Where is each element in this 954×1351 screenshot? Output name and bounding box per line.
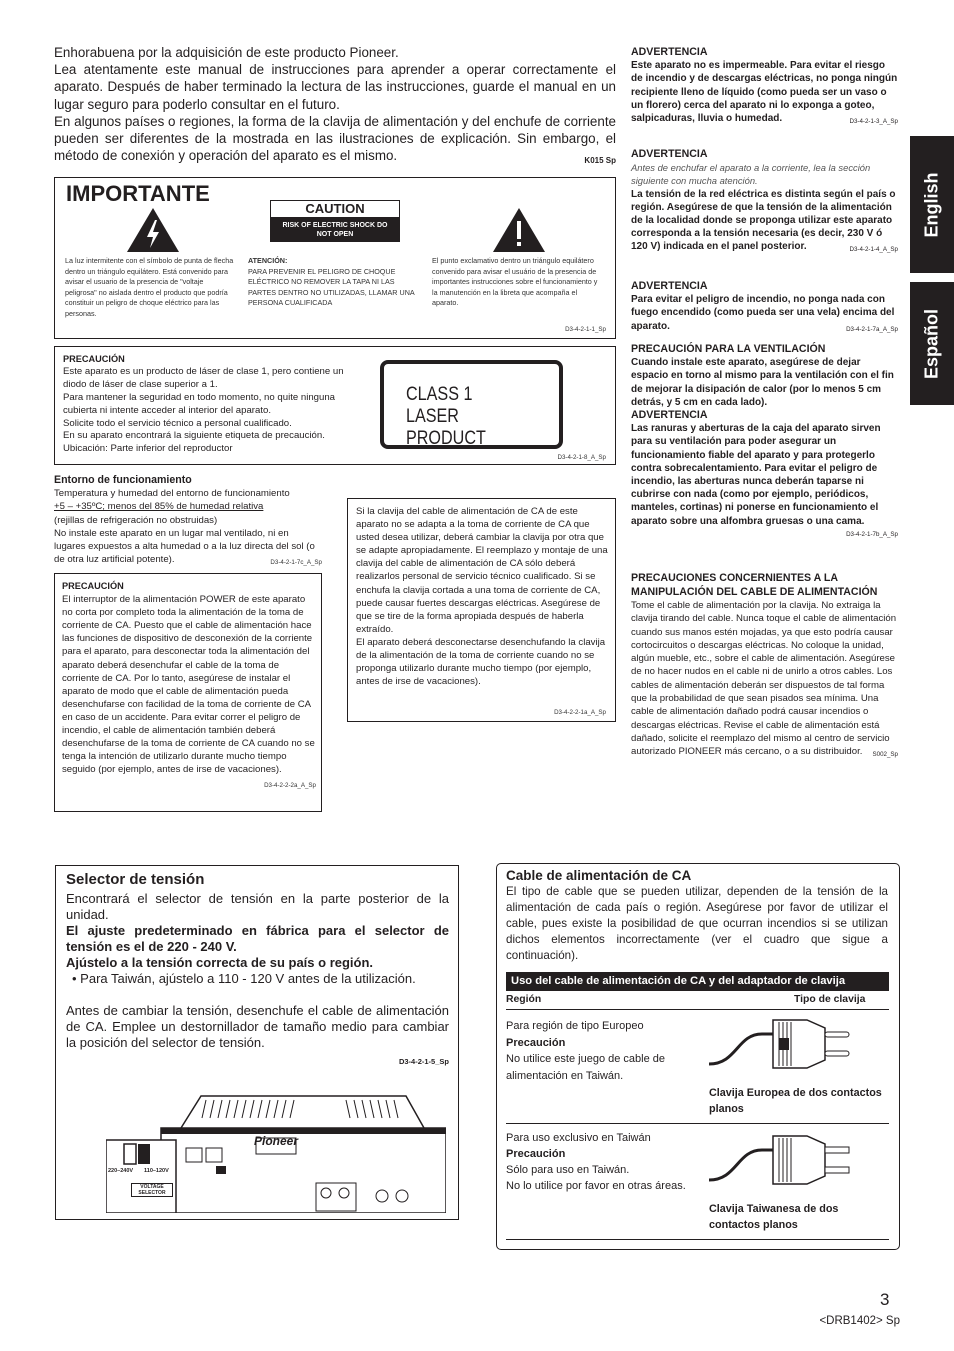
col-tipo: Tipo de clavija	[794, 994, 866, 1005]
advertencia-4-text: Las ranuras y aberturas de la caja del aparato sirven para su ventilación para poder asegurar un funcionamiento fiable del aparato y para protegerlo contra sobrecalentamiento. Para evitar el peligro de incendio, las aberturas nunca deberán taparse ni cubrirse con nada (como por ejemplo, periódicos, manteles, cortinas) ni ponerse en funcionamiento el aparato sobre una alfombra gruesas o una cama.	[631, 423, 881, 527]
row1-plug: Clavija Europea de dos contactos planos	[709, 1087, 882, 1115]
entorno-code: D3-4-2-1-7c_A_Sp	[270, 559, 322, 567]
precauciones-cable-head: PRECAUCIONES CONCERNIENTES A LA MANIPULACIÓN DEL CABLE DE ALIMENTACIÓN	[631, 572, 878, 598]
precaucion-power-text: El interruptor de la alimentación POWER de este aparato no corta por completo toda la alimentación de la toma de corriente de CA. Puesto que el cable de alimentación hace las funciones de dispositivo de desconexión de la corriente para el aparato, para desconectar toda la alimentación del aparato deberá desenchufar el cable de la toma de corriente de CA. Por lo tanto, asegúrese de instalar el aparato de modo que el cable de alimentación pueda desenchufarse con facilidad de la toma de corriente de CA en caso de un accidente. Para evitar correr el peligro de incendio, el cable de alimentación también deberá desenchufarse de la toma de corriente de CA cuando no se tenga la intención de utilizarlo durante mucho tiempo seguido (por ejemplo, antes de irse de vacaciones).	[62, 594, 315, 776]
row2-head: Precaución	[506, 1148, 566, 1160]
cable-title: Cable de alimentación de CA	[506, 868, 692, 883]
clavija-text: Si la clavija del cable de alimentación de CA de este aparato no se adapta a la toma de corriente de CA que usted desea utilizar, deberá cambiar la clavija por otra que se adapte apropiadamente. El reemplazo y montaje de una clavija del cable de alimentación de CA sólo deberá realizarlos personal de servicio técnico cualificado. Si se enchufa la clavija cortada a una toma de corriente de CA, puede causar fuertes descargas eléctricas. Asegúrese de que se tire de la forma apropiada después de haberla extraído. El aparato deberá desconectarse desenchufando la clavija de la alimentación de la toma de corriente cuando no se proponga utilizarlo durante mucho tiempo (por ejemplo, antes de irse de vacaciones).	[356, 506, 608, 688]
entorno-line2: +5 – +35ºC; menos del 85% de humedad relativa	[54, 501, 264, 513]
advertencia-2	[631, 148, 898, 257]
importante-title: IMPORTANTE	[66, 181, 210, 206]
col-region: Región	[506, 994, 542, 1005]
advertencia-2-italic: Antes de enchufar el aparato a la corriente, lea la sección siguiente con mucha atención.	[631, 162, 871, 187]
label-line1: CLASS 1	[406, 384, 473, 405]
advertencia-1	[631, 46, 898, 128]
laser-text-block	[63, 353, 358, 456]
advertencia-4-code: D3-4-2-1-7b_A_Sp	[846, 530, 898, 538]
row2-text: Sólo para uso en Taiwán. No lo utilice por favor en otras áreas.	[506, 1164, 686, 1192]
precauciones-cable-code: S002_Sp	[872, 751, 898, 759]
row2-region: Para uso exclusivo en Taiwán	[506, 1132, 651, 1144]
row1-head: Precaución	[506, 1036, 566, 1049]
cable-box	[496, 863, 900, 1250]
entorno-head: Entorno de funcionamiento	[54, 474, 192, 486]
cable-text: El tipo de cable que se pueden utilizar, dependen de la tensión de la alimentación de cada país o región. Asegúrese por favor de utilizar el cable, pues existe la posibilidad de que ocurran incendios si se utilizan dichos elementos incorrectamente (ver el cuadro que sigue a continuación).	[506, 885, 888, 962]
european-plug-icon	[707, 1014, 857, 1074]
advertencia-3-head: ADVERTENCIA	[631, 280, 708, 292]
laser-head: PRECAUCIÓN	[63, 354, 125, 364]
advertencia-3-code: D3-4-2-1-7a_A_Sp	[846, 325, 898, 333]
laser-text: Este aparato es un producto de láser de clase 1, pero contiene un diodo de láser de clase superior a 1. Para mantener la seguridad en todo momento, no quite ninguna cubierta ni intente acceder al interior del aparato. Solicite todo el servicio técnico a personal cualificado. En su aparato encontrará la siguiente etiqueta de precaución. Ubicación: Parte inferior del reproductor	[63, 365, 344, 455]
advertencia-2-text: La tensión de la red eléctrica es distinta según el país o región. Asegúrese de que la tensión de la alimentación de la localidad donde se proponga utilizar este aparato corresponda a la tensión necesaria (es decir, 230 V ó 120 V) indicada en el panel posterior.	[631, 188, 896, 253]
caution-subtitle: RISK OF ELECTRIC SHOCK DO NOT OPEN	[270, 218, 400, 242]
intro-p2: Lea atentamente este manual de instrucciones para aprender a operar correctamente el aparato. Después de haber terminado la lectura de las instrucciones, guarde el manual en un lugar seguro para poderlo consultar en el futuro.	[54, 62, 616, 112]
atencion-text: PARA PREVENIR EL PELIGRO DE CHOQUE ELÉCTRICO NO REMOVER LA TAPA NI LAS PARTES DENTRO NO UTILIZADAS, LLAMAR UNA PERSONA CUALIFICADA	[248, 266, 415, 307]
fig-label-110: 110–120V	[144, 1168, 169, 1174]
precaucion-power-code: D3-4-2-2-2a_A_Sp	[264, 782, 316, 790]
importante-right-text: El punto exclamativo dentro un triángulo equilátero convenido para avisar el usuário de la presencia de importantes instrucciones sobre el funcionamiento y la manutención en la libreta que acompaña el aparato.	[432, 256, 598, 307]
intro-p3: En algunos países o regiones, la forma de la clavija de alimentación y del enchufe de corriente pueden ser diferentes de la mostrada en las ilustraciones de explicación. Sin embargo, el método de conexión y operación del aparato es el mismo. K015 Sp	[54, 113, 616, 165]
entorno-section	[54, 474, 322, 569]
precaucion-power-box	[54, 573, 322, 812]
lightning-warning-icon	[125, 206, 181, 254]
pioneer-logo: Pioneer	[254, 1134, 299, 1148]
row1-region: Para región de tipo Europeo	[506, 1020, 644, 1032]
fig-label-220: 220–240V	[108, 1168, 134, 1174]
selector-p2: Antes de cambiar la tensión, desenchufe el cable de alimentación de CA. Emplee un destornillador de tamaño medio para cambiar la posición del selector de tensión.	[66, 1003, 449, 1050]
advertencia-3	[631, 280, 898, 336]
selector-title: Selector de tensión	[66, 871, 205, 888]
selector-bold2: Ajústelo a la tensión correcta de su país o región.	[66, 955, 374, 970]
importante-box	[54, 177, 616, 339]
laser-box	[54, 346, 616, 465]
clavija-box	[347, 498, 616, 722]
atencion-head: ATENCIÓN:	[248, 256, 288, 265]
caution-label	[270, 200, 400, 246]
page-number: 3	[880, 1290, 890, 1309]
importante-left-text: La luz intermitente con el símbolo de punta de flecha dentro un triángulo equilátero. Está convenido para avisar el usuario de la presencia de "voltaje peligrosa" no aislada dentro el producto que podría constituir un peligro de choque eléctrico para las personas.	[65, 256, 234, 318]
selector-bullet: Para Taiwán, ajústelo a 110 - 120 V antes de la utilización.	[80, 971, 416, 986]
importante-center	[248, 256, 423, 309]
row1-text: No utilice este juego de cable de alimentación en Taiwán.	[506, 1053, 665, 1082]
advertencia-1-text: Este aparato no es impermeable. Para evitar el riesgo de incendio y de descargas eléctricas, no ponga ningún recipiente lleno de líquido (como pueda ser un vaso o un florero) cerca del aparato ni lo exponga a goteo, salpicaduras, lluvia o humedad.	[631, 60, 898, 125]
laser-code: D3-4-2-1-8_A_Sp	[557, 454, 606, 461]
rear-panel-figure	[106, 1088, 446, 1213]
entorno-line1: Temperatura y humedad del entorno de funcionamiento	[54, 488, 290, 500]
tab-english[interactable]: English	[910, 136, 954, 273]
precaucion-power-head: PRECAUCIÓN	[62, 581, 124, 591]
row2-plug: Clavija Taiwanesa de dos contactos planos	[709, 1203, 839, 1231]
cable-row1-region	[506, 1018, 691, 1084]
selector-p1: Encontrará el selector de tensión en la parte posterior de la unidad.	[66, 891, 449, 922]
clavija-code: D3-4-2-2-1a_A_Sp	[554, 709, 606, 716]
cable-table-bar: Uso del cable de alimentación de CA y del adaptador de clavija	[506, 972, 889, 991]
advertencia-2-code: D3-4-2-1-4_A_Sp	[849, 246, 898, 254]
advertencia-4-head: ADVERTENCIA	[631, 409, 708, 422]
class1-laser-label	[380, 360, 563, 449]
exclamation-warning-icon	[491, 206, 547, 254]
label-line2: LASER PRODUCT	[406, 406, 486, 449]
ventilacion-head: PRECAUCIÓN PARA LA VENTILACIÓN	[631, 343, 826, 355]
entorno-text: No instale este aparato en un lugar mal ventilado, ni en lugares expuestos a alta humedad o a la luz directa del sol (o de otra luz artificial potente).	[54, 527, 315, 566]
fig-label-voltage-selector: VOLTAGE SELECTOR	[131, 1183, 173, 1197]
cable-row2-region	[506, 1130, 691, 1194]
precauciones-cable-text: Tome el cable de alimentación por la clavija. No extraiga la clavija tirando del cable. Nunca toque el cable de alimentación cuando sus manos estén mojadas, ya que esto podría causar cortocircuitos o descargas eléctricas. No coloque la unidad, algún mueble, etc., sobre el cable de alimentación. Asegúrese de no hacer nudos en el cable ni de unirlo a otros cables. Los cables de alimentación deberán ser dispuestos de tal forma que la probabilidad de que sean pisados sea mínima. Una cable de alimentación dañado podrá causar incendios o descargas eléctricas. Revise el cable de alimentación está dañado, solicite el reemplazo del mismo al centro de servicio autorizado PIONEER más cercano, o a su distribuidor.	[631, 600, 897, 758]
precauciones-cable	[631, 571, 898, 762]
entorno-line3: (rejillas de refrigeración no obstruidas)	[54, 514, 218, 526]
importante-code: D3-4-2-1-1_Sp	[565, 326, 606, 333]
footer-code: <DRB1402> Sp	[819, 1315, 900, 1327]
intro-text	[54, 44, 616, 169]
ventilacion-text: Cuando instale este aparato, asegúrese de dejar espacio en torno al mismo para la ventilación con el fin de mejorar la disipación de calor (por lo menos 5 cm detrás, y 5 cm en cada lado).	[631, 357, 894, 408]
advertencia-2-head: ADVERTENCIA	[631, 148, 708, 160]
selector-bold1: El ajuste predeterminado en fábrica para el selector de tensión es el de 220 - 240 V.	[66, 923, 449, 954]
advertencia-3-text: Para evitar el peligro de incendio, no ponga nada con fuego encendido (como pueda ser una vela) encima del aparato.	[631, 294, 895, 332]
intro-p1: Enhorabuena por la adquisición de este producto Pioneer.	[54, 45, 399, 60]
advertencia-1-head: ADVERTENCIA	[631, 46, 708, 58]
intro-code: K015 Sp	[584, 156, 616, 166]
selector-code: D3-4-2-1-5_Sp	[398, 1057, 449, 1066]
selector-box: Selector de tensión Encontrará el selector de tensión en la parte posterior de la unidad. El ajuste predeterminado en fábrica para el selector de tensión es el de 220 - 240 V. Ajústelo a la tensión correcta de su país o región. • Para Taiwán, ajústelo a 110 - 120 V antes de la utilización. Antes de cambiar la tensión, desenchufe el cable de alimentación de CA. Emplee un destornillador de tamaño medio para cambiar la posición del selector de tensión. D3-4-2-1-5_Sp Pioneer 220–240V 110–120V VOLTAGE SELECTOR	[55, 865, 459, 1220]
caution-title: CAUTION	[270, 200, 400, 218]
tab-espanol[interactable]: Español	[910, 282, 954, 405]
ventilacion	[631, 343, 898, 541]
advertencia-1-code: D3-4-2-1-3_A_Sp	[849, 118, 898, 126]
taiwan-plug-icon	[707, 1130, 857, 1190]
